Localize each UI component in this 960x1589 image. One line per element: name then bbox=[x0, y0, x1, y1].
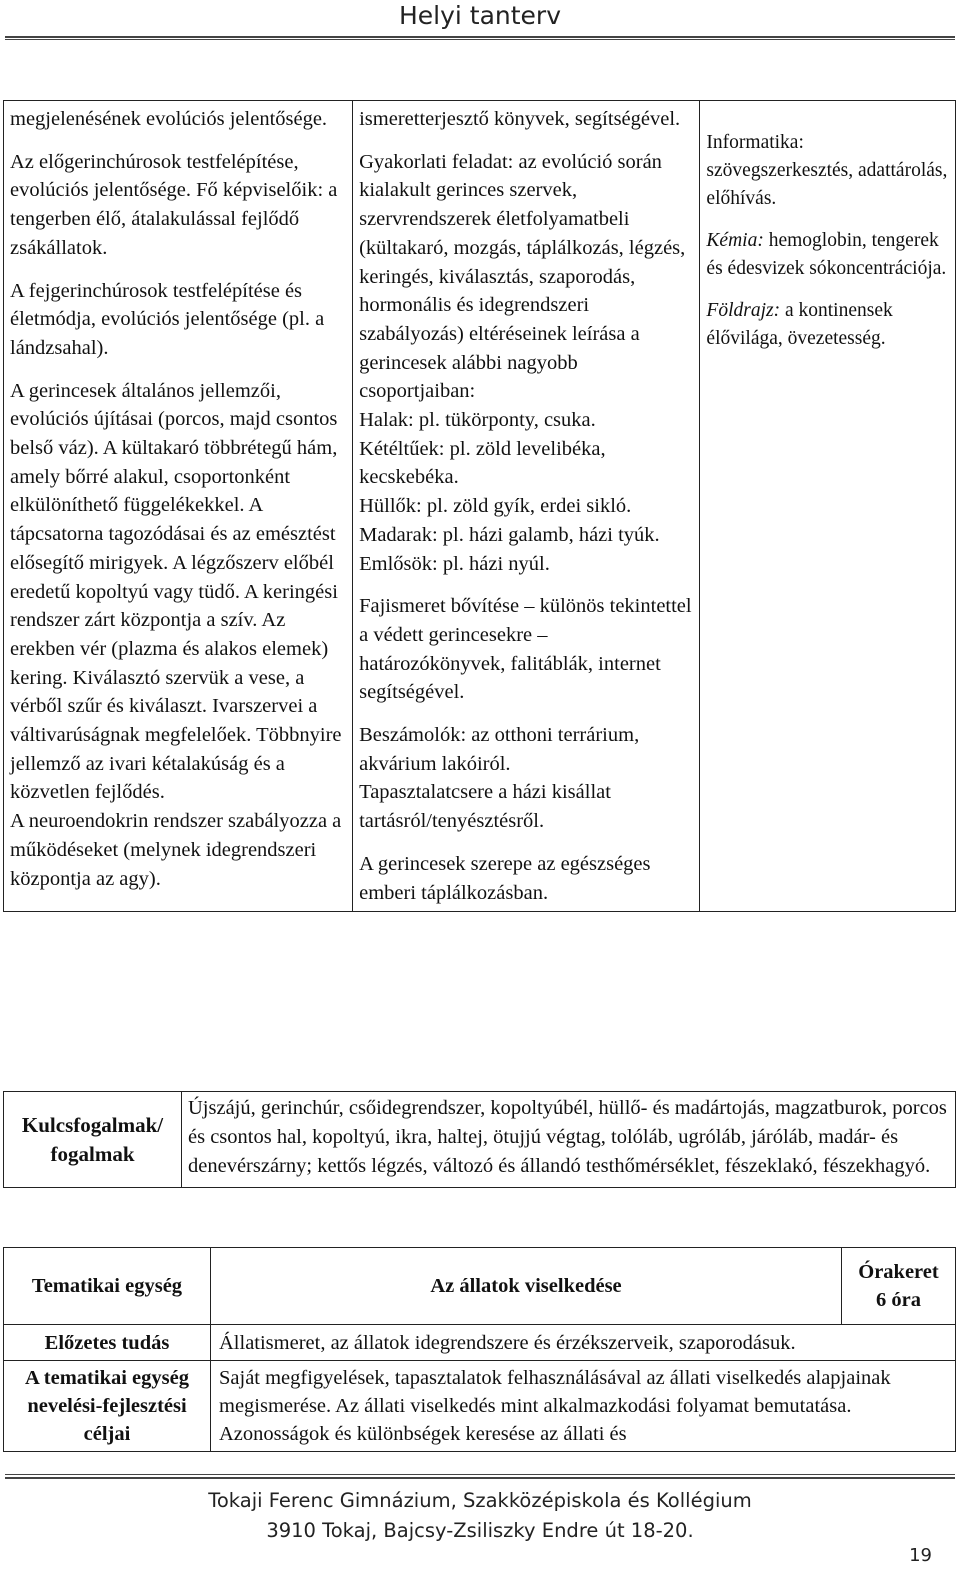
connection-kemia-text: hemoglobin, tengerek és édesvizek sókoncentrációja. bbox=[706, 230, 947, 279]
activity-paragraph: Fajismeret bővítése – különös tekintettel a védett gerincesekre – határozókönyvek, falitáblák, internet segítségével. bbox=[359, 595, 692, 704]
activity-paragraph: ismeretterjesztő könyvek, segítségével. bbox=[359, 108, 681, 130]
connection-foldrajz bbox=[706, 297, 949, 353]
activity-line: Emlősök: pl. házi nyúl. bbox=[359, 552, 550, 575]
goals-label bbox=[4, 1361, 211, 1452]
activities-column bbox=[353, 101, 700, 912]
goals-label-line2: nevelési-fejlesztési bbox=[27, 1395, 187, 1417]
activity-line: Kétéltűek: pl. zöld levelibéka, kecskebéka. bbox=[359, 437, 606, 489]
content-row bbox=[4, 101, 956, 912]
activity-paragraph: Beszámolók: az otthoni terrárium, akvárium lakóiról. bbox=[359, 724, 640, 775]
activity-paragraph: Gyakorlati feladat: az evolúció során kialakult gerinces szervek, szervrendszerek életfolyamatbeli (kültakaró, mozgás, táplálkozás, légzés, keringés, kiválasztás, szaporodás, hormonális és idegrendszeri szabályozás) eltéréseinek leírása a gerincesek alábbi nagyobb csoportjaiban: bbox=[359, 150, 686, 403]
goals-label-line3: céljai bbox=[83, 1423, 131, 1445]
activity-line: Halak: pl. tükörponty, csuka. bbox=[359, 409, 596, 432]
connection-foldrajz-label: Földrajz: bbox=[706, 300, 781, 321]
key-concepts-table bbox=[3, 1091, 956, 1188]
hours-value: 6 óra bbox=[876, 1289, 921, 1311]
activity-line: Madarak: pl. házi galamb, házi tyúk. bbox=[359, 523, 660, 546]
prior-knowledge-text: Állatismeret, az állatok idegrendszere és érzékszerveik, szaporodásuk. bbox=[211, 1325, 956, 1361]
connection-kemia bbox=[706, 227, 949, 283]
unit-title: Az állatok viselkedése bbox=[211, 1248, 842, 1325]
page-number: 19 bbox=[909, 1545, 932, 1566]
key-concepts-row bbox=[4, 1092, 956, 1188]
footer-school-name: Tokaji Ferenc Gimnázium, Szakközépiskola és Kollégium bbox=[208, 1489, 752, 1512]
footer-divider-thin bbox=[5, 1474, 955, 1475]
content-paragraph: megjelenésének evolúciós jelentősége. bbox=[10, 108, 328, 130]
key-concepts-label-line1: Kulcsfogalmak/ bbox=[21, 1112, 164, 1137]
footer-address: 3910 Tokaj, Bajcsy-Zsiliszky Endre út 18-20. bbox=[266, 1519, 694, 1542]
header-divider bbox=[5, 36, 955, 38]
prior-knowledge-label: Előzetes tudás bbox=[4, 1325, 211, 1361]
hours-label: Órakeret bbox=[858, 1261, 939, 1283]
connections-column bbox=[700, 101, 956, 912]
goals-row bbox=[4, 1361, 956, 1452]
curriculum-table bbox=[3, 100, 956, 912]
header-divider-thin bbox=[5, 39, 955, 40]
activity-paragraph: A gerincesek szerepe az egészséges emberi táplálkozásban. bbox=[359, 852, 651, 904]
connection-foldrajz-text: a kontinensek élővilága, övezetesség. bbox=[706, 300, 893, 349]
content-paragraph: A fejgerinchúrosok testfelépítése és életmódja, evolúciós jelentősége (pl. a lándzsahal). bbox=[10, 279, 325, 359]
hours-cell bbox=[842, 1248, 956, 1325]
content-paragraph: A neuroendokrin rendszer szabályozza a működéseket (melynek idegrendszeri központja az agy). bbox=[10, 810, 342, 890]
connection-kemia-label: Kémia: bbox=[706, 230, 764, 251]
goals-label-line1: A tematikai egység bbox=[25, 1367, 189, 1389]
page-header-title: Helyi tanterv bbox=[398, 1, 562, 30]
footer-divider bbox=[5, 1477, 955, 1479]
key-concepts-label-line2: fogalmak bbox=[50, 1141, 135, 1166]
prior-knowledge-row bbox=[4, 1325, 956, 1361]
connection-informatika: Informatika: szövegszerkesztés, adattárolás, előhívás. bbox=[706, 132, 948, 209]
activity-paragraph: Tapasztalatcsere a házi kisállat tartásról/tenyésztésről. bbox=[359, 781, 611, 833]
key-concepts-label bbox=[4, 1092, 182, 1188]
content-column bbox=[4, 101, 353, 912]
activity-line: Hüllők: pl. zöld gyík, erdei sikló. bbox=[359, 495, 632, 518]
key-concepts-text: Újszájú, gerinchúr, csőidegrendszer, kopoltyúbél, hüllő- és madártojás, magzatburok, porcos és csontos hal, kopoltyú, ikra, haltej, ötujjú végtag, tolóláb, ugróláb, járóláb, madár- és denevérszárny; kettős légzés, változó és állandó testhőmérséklet, fészeklakó, fészekhagyó. bbox=[182, 1092, 956, 1188]
tematikai-label: Tematikai egység bbox=[4, 1248, 211, 1325]
content-paragraph: Az előgerinchúrosok testfelépítése, evolúciós jelentősége. Fő képviselőik: a tengerben élő, átalakulással fejlődő zsákállatok. bbox=[10, 150, 338, 259]
unit-header-row bbox=[4, 1248, 956, 1325]
page-footer bbox=[0, 1486, 960, 1546]
unit-table bbox=[3, 1247, 956, 1452]
goals-text: Saját megfigyelések, tapasztalatok felhasználásával az állati viselkedés alapjainak megismerése. Az állati viselkedés mint alkalmazkodási folyamat bemutatása. Azonosságok és különbségek keresése az állati és bbox=[211, 1361, 956, 1452]
content-paragraph: A gerincesek általános jellemzői, evolúciós újításai (porcos, majd csontos belső váz). A kültakaró többrétegű hám, amely bőrré alakul, csoportonként elkülöníthető függelékekkel. A tápcsatorna tagozódásai és az emésztést elősegítő mirigyek. A légzőszerv előbél eredetű kopoltyú vagy tüdő. A keringési rendszer zárt központja a szív. Az erekben vér (plazma és alakos elemek) kering. Kiválasztó szervük a vese, a vérből szűr és kiválaszt. Ivarszervei a váltivarúságnak megfelelőek. Többnyire jellemző az ivari kétalakúság és a közvetlen fejlődés. bbox=[10, 379, 342, 804]
